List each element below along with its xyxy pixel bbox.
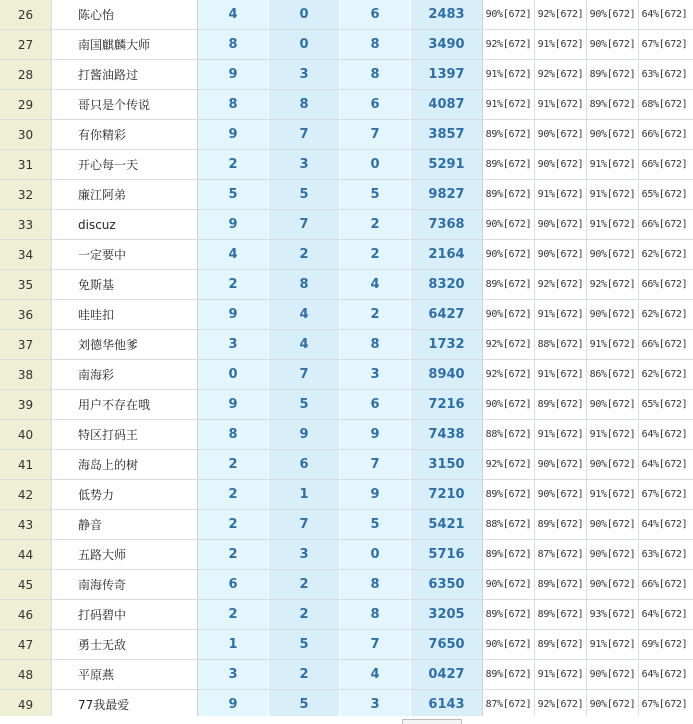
rate-1-cell: 89%[672] <box>483 180 535 209</box>
digit-b-cell: 4 <box>269 300 340 329</box>
rate-4-cell: 64%[672] <box>639 450 690 479</box>
rate-4-cell: 68%[672] <box>639 90 690 119</box>
digit-b-cell: 7 <box>269 360 340 389</box>
username-cell[interactable]: 用户不存在哦 <box>52 390 198 419</box>
digit-b-cell: 5 <box>269 690 340 719</box>
rate-3-cell: 90%[672] <box>587 120 639 149</box>
rate-1-cell: 91%[672] <box>483 60 535 89</box>
table-row <box>0 510 693 540</box>
rate-4-cell: 65%[672] <box>639 390 690 419</box>
digit-a-cell: 2 <box>198 540 269 569</box>
username-cell[interactable]: 静音 <box>52 510 198 539</box>
rate-4-cell: 66%[672] <box>639 570 690 599</box>
digit-b-cell: 6 <box>269 450 340 479</box>
rank-cell: 46 <box>0 600 52 629</box>
username-cell[interactable]: 勇士无敌 <box>52 630 198 659</box>
rate-1-cell: 92%[672] <box>483 360 535 389</box>
score-cell: 7210 <box>411 480 483 509</box>
rate-1-cell: 90%[672] <box>483 0 535 29</box>
digit-a-cell: 0 <box>198 360 269 389</box>
digit-c-cell: 2 <box>340 300 411 329</box>
digit-c-cell: 6 <box>340 0 411 29</box>
rate-4-cell: 66%[672] <box>639 330 690 359</box>
rank-cell: 37 <box>0 330 52 359</box>
rate-3-cell: 90%[672] <box>587 30 639 59</box>
username-cell[interactable]: 免斯基 <box>52 270 198 299</box>
rate-3-cell: 91%[672] <box>587 180 639 209</box>
rate-3-cell: 90%[672] <box>587 660 639 689</box>
username-cell[interactable]: 哥只是个传说 <box>52 90 198 119</box>
rate-1-cell: 89%[672] <box>483 480 535 509</box>
digit-c-cell: 7 <box>340 120 411 149</box>
rate-4-cell: 65%[672] <box>639 180 690 209</box>
rate-2-cell: 90%[672] <box>535 480 587 509</box>
table-row <box>0 420 693 450</box>
rate-3-cell: 90%[672] <box>587 300 639 329</box>
rate-4-cell: 64%[672] <box>639 600 690 629</box>
rank-cell: 42 <box>0 480 52 509</box>
digit-b-cell: 9 <box>269 420 340 449</box>
score-cell: 2483 <box>411 0 483 29</box>
rank-cell: 28 <box>0 60 52 89</box>
rate-1-cell: 90%[672] <box>483 210 535 239</box>
table-row <box>0 330 693 360</box>
rate-4-cell: 64%[672] <box>639 510 690 539</box>
rank-cell: 44 <box>0 540 52 569</box>
rate-2-cell: 91%[672] <box>535 660 587 689</box>
digit-c-cell: 8 <box>340 330 411 359</box>
score-cell: 6350 <box>411 570 483 599</box>
digit-a-cell: 2 <box>198 480 269 509</box>
rank-cell: 36 <box>0 300 52 329</box>
rate-2-cell: 89%[672] <box>535 570 587 599</box>
rate-4-cell: 64%[672] <box>639 660 690 689</box>
rank-cell: 38 <box>0 360 52 389</box>
score-cell: 3490 <box>411 30 483 59</box>
digit-a-cell: 9 <box>198 390 269 419</box>
rank-cell: 41 <box>0 450 52 479</box>
digit-b-cell: 5 <box>269 180 340 209</box>
score-cell: 6427 <box>411 300 483 329</box>
rate-3-cell: 90%[672] <box>587 540 639 569</box>
pagination-area <box>0 716 693 723</box>
digit-b-cell: 3 <box>269 150 340 179</box>
rate-2-cell: 89%[672] <box>535 390 587 419</box>
table-row <box>0 390 693 420</box>
digit-a-cell: 3 <box>198 660 269 689</box>
rate-2-cell: 91%[672] <box>535 180 587 209</box>
rate-2-cell: 90%[672] <box>535 150 587 179</box>
rate-1-cell: 91%[672] <box>483 90 535 119</box>
score-cell: 7650 <box>411 630 483 659</box>
score-cell: 7368 <box>411 210 483 239</box>
rate-2-cell: 89%[672] <box>535 510 587 539</box>
rank-cell: 26 <box>0 0 52 29</box>
score-cell: 1732 <box>411 330 483 359</box>
digit-b-cell: 3 <box>269 60 340 89</box>
rate-4-cell: 62%[672] <box>639 240 690 269</box>
username-cell[interactable]: 刘德华他爹 <box>52 330 198 359</box>
digit-c-cell: 7 <box>340 450 411 479</box>
rank-cell: 45 <box>0 570 52 599</box>
rate-3-cell: 91%[672] <box>587 480 639 509</box>
rate-1-cell: 90%[672] <box>483 390 535 419</box>
rate-1-cell: 90%[672] <box>483 630 535 659</box>
rate-1-cell: 89%[672] <box>483 120 535 149</box>
rate-3-cell: 93%[672] <box>587 600 639 629</box>
rate-4-cell: 62%[672] <box>639 360 690 389</box>
username-cell[interactable]: 低势力 <box>52 480 198 509</box>
digit-c-cell: 5 <box>340 510 411 539</box>
digit-a-cell: 9 <box>198 60 269 89</box>
rate-3-cell: 90%[672] <box>587 510 639 539</box>
digit-b-cell: 4 <box>269 330 340 359</box>
rate-3-cell: 92%[672] <box>587 270 639 299</box>
digit-a-cell: 5 <box>198 180 269 209</box>
digit-a-cell: 9 <box>198 300 269 329</box>
rank-cell: 43 <box>0 510 52 539</box>
rate-3-cell: 91%[672] <box>587 630 639 659</box>
table-row <box>0 240 693 270</box>
digit-c-cell: 8 <box>340 30 411 59</box>
table-row <box>0 30 693 60</box>
rate-2-cell: 89%[672] <box>535 600 587 629</box>
score-cell: 3150 <box>411 450 483 479</box>
rate-3-cell: 91%[672] <box>587 420 639 449</box>
username-cell[interactable]: discuz <box>52 210 198 239</box>
username-cell[interactable]: 南海传奇 <box>52 570 198 599</box>
username-cell[interactable]: 打码碧中 <box>52 600 198 629</box>
rate-4-cell: 66%[672] <box>639 150 690 179</box>
digit-b-cell: 2 <box>269 600 340 629</box>
digit-b-cell: 2 <box>269 570 340 599</box>
rate-1-cell: 88%[672] <box>483 510 535 539</box>
score-cell: 5421 <box>411 510 483 539</box>
username-cell[interactable]: 一定要中 <box>52 240 198 269</box>
rate-1-cell: 89%[672] <box>483 660 535 689</box>
table-row <box>0 360 693 390</box>
rate-2-cell: 91%[672] <box>535 90 587 119</box>
rate-1-cell: 90%[672] <box>483 240 535 269</box>
username-cell[interactable]: 开心每一天 <box>52 150 198 179</box>
digit-a-cell: 8 <box>198 30 269 59</box>
rank-cell: 35 <box>0 270 52 299</box>
username-cell[interactable]: 77我最爱 <box>52 690 198 719</box>
rate-1-cell: 89%[672] <box>483 150 535 179</box>
score-cell: 5291 <box>411 150 483 179</box>
digit-a-cell: 2 <box>198 600 269 629</box>
rate-1-cell: 87%[672] <box>483 690 535 719</box>
rate-2-cell: 91%[672] <box>535 360 587 389</box>
rate-4-cell: 66%[672] <box>639 210 690 239</box>
rate-2-cell: 92%[672] <box>535 690 587 719</box>
pagination-button[interactable] <box>402 719 462 724</box>
table-row <box>0 630 693 660</box>
digit-c-cell: 2 <box>340 210 411 239</box>
digit-c-cell: 7 <box>340 630 411 659</box>
digit-b-cell: 7 <box>269 210 340 239</box>
rank-cell: 34 <box>0 240 52 269</box>
rate-4-cell: 62%[672] <box>639 300 690 329</box>
score-cell: 5716 <box>411 540 483 569</box>
digit-a-cell: 2 <box>198 450 269 479</box>
rate-4-cell: 64%[672] <box>639 420 690 449</box>
rank-cell: 29 <box>0 90 52 119</box>
digit-c-cell: 8 <box>340 60 411 89</box>
digit-c-cell: 2 <box>340 240 411 269</box>
rate-4-cell: 67%[672] <box>639 30 690 59</box>
rank-cell: 31 <box>0 150 52 179</box>
digit-c-cell: 0 <box>340 150 411 179</box>
rank-cell: 30 <box>0 120 52 149</box>
digit-c-cell: 0 <box>340 540 411 569</box>
score-cell: 0427 <box>411 660 483 689</box>
rank-cell: 48 <box>0 660 52 689</box>
username-cell[interactable]: 廉江阿弟 <box>52 180 198 209</box>
rank-cell: 47 <box>0 630 52 659</box>
table-row <box>0 60 693 90</box>
username-cell[interactable]: 有你精彩 <box>52 120 198 149</box>
rate-4-cell: 66%[672] <box>639 270 690 299</box>
rate-2-cell: 92%[672] <box>535 270 587 299</box>
rate-2-cell: 89%[672] <box>535 630 587 659</box>
digit-b-cell: 0 <box>269 0 340 29</box>
rate-1-cell: 90%[672] <box>483 300 535 329</box>
rate-1-cell: 92%[672] <box>483 330 535 359</box>
score-cell: 7216 <box>411 390 483 419</box>
rate-4-cell: 64%[672] <box>639 0 690 29</box>
digit-b-cell: 2 <box>269 240 340 269</box>
score-cell: 4087 <box>411 90 483 119</box>
rate-1-cell: 90%[672] <box>483 570 535 599</box>
rate-3-cell: 91%[672] <box>587 210 639 239</box>
rate-2-cell: 92%[672] <box>535 0 587 29</box>
rate-1-cell: 89%[672] <box>483 540 535 569</box>
rate-4-cell: 67%[672] <box>639 480 690 509</box>
table-row <box>0 300 693 330</box>
digit-c-cell: 3 <box>340 360 411 389</box>
digit-b-cell: 7 <box>269 510 340 539</box>
score-cell: 3857 <box>411 120 483 149</box>
rate-3-cell: 90%[672] <box>587 0 639 29</box>
rank-cell: 33 <box>0 210 52 239</box>
rate-4-cell: 63%[672] <box>639 540 690 569</box>
digit-c-cell: 4 <box>340 270 411 299</box>
table-row <box>0 660 693 690</box>
score-cell: 9827 <box>411 180 483 209</box>
rate-3-cell: 90%[672] <box>587 450 639 479</box>
rate-3-cell: 90%[672] <box>587 690 639 719</box>
rate-2-cell: 87%[672] <box>535 540 587 569</box>
table-row <box>0 270 693 300</box>
digit-a-cell: 8 <box>198 90 269 119</box>
rank-cell: 32 <box>0 180 52 209</box>
username-cell[interactable]: 陈心怡 <box>52 0 198 29</box>
digit-c-cell: 4 <box>340 660 411 689</box>
rate-3-cell: 91%[672] <box>587 150 639 179</box>
rate-4-cell: 66%[672] <box>639 120 690 149</box>
username-cell[interactable]: 哇哇扣 <box>52 300 198 329</box>
digit-a-cell: 3 <box>198 330 269 359</box>
rate-4-cell: 63%[672] <box>639 60 690 89</box>
rate-2-cell: 90%[672] <box>535 450 587 479</box>
digit-a-cell: 4 <box>198 0 269 29</box>
table-row <box>0 450 693 480</box>
table-row <box>0 570 693 600</box>
digit-b-cell: 5 <box>269 390 340 419</box>
rate-3-cell: 90%[672] <box>587 570 639 599</box>
digit-c-cell: 8 <box>340 570 411 599</box>
rate-1-cell: 92%[672] <box>483 450 535 479</box>
digit-c-cell: 9 <box>340 420 411 449</box>
username-cell[interactable]: 南海彩 <box>52 360 198 389</box>
digit-b-cell: 1 <box>269 480 340 509</box>
rate-2-cell: 91%[672] <box>535 420 587 449</box>
table-row <box>0 90 693 120</box>
rate-4-cell: 67%[672] <box>639 690 690 719</box>
digit-c-cell: 8 <box>340 600 411 629</box>
table-row <box>0 210 693 240</box>
digit-c-cell: 6 <box>340 90 411 119</box>
table-row <box>0 540 693 570</box>
rate-3-cell: 90%[672] <box>587 240 639 269</box>
digit-c-cell: 5 <box>340 180 411 209</box>
rate-3-cell: 89%[672] <box>587 90 639 119</box>
table-row <box>0 180 693 210</box>
digit-a-cell: 1 <box>198 630 269 659</box>
digit-a-cell: 9 <box>198 120 269 149</box>
rank-cell: 39 <box>0 390 52 419</box>
rank-cell: 27 <box>0 30 52 59</box>
table-row <box>0 150 693 180</box>
digit-a-cell: 9 <box>198 690 269 719</box>
digit-c-cell: 9 <box>340 480 411 509</box>
score-cell: 7438 <box>411 420 483 449</box>
digit-b-cell: 8 <box>269 90 340 119</box>
digit-a-cell: 2 <box>198 270 269 299</box>
rate-2-cell: 91%[672] <box>535 30 587 59</box>
score-cell: 8320 <box>411 270 483 299</box>
rate-2-cell: 92%[672] <box>535 60 587 89</box>
rate-3-cell: 89%[672] <box>587 60 639 89</box>
username-cell[interactable]: 南国麒麟大师 <box>52 30 198 59</box>
username-cell[interactable]: 打酱油路过 <box>52 60 198 89</box>
username-cell[interactable]: 特区打码王 <box>52 420 198 449</box>
digit-b-cell: 8 <box>269 270 340 299</box>
score-cell: 1397 <box>411 60 483 89</box>
digit-a-cell: 9 <box>198 210 269 239</box>
digit-b-cell: 0 <box>269 30 340 59</box>
rate-3-cell: 86%[672] <box>587 360 639 389</box>
digit-a-cell: 6 <box>198 570 269 599</box>
digit-c-cell: 3 <box>340 690 411 719</box>
score-cell: 2164 <box>411 240 483 269</box>
digit-a-cell: 2 <box>198 150 269 179</box>
rate-3-cell: 91%[672] <box>587 330 639 359</box>
username-cell[interactable]: 五路大师 <box>52 540 198 569</box>
digit-b-cell: 3 <box>269 540 340 569</box>
rate-2-cell: 88%[672] <box>535 330 587 359</box>
rate-2-cell: 91%[672] <box>535 300 587 329</box>
digit-a-cell: 4 <box>198 240 269 269</box>
rate-3-cell: 90%[672] <box>587 390 639 419</box>
rank-cell: 40 <box>0 420 52 449</box>
rate-2-cell: 90%[672] <box>535 210 587 239</box>
digit-b-cell: 7 <box>269 120 340 149</box>
score-cell: 3205 <box>411 600 483 629</box>
rate-1-cell: 89%[672] <box>483 600 535 629</box>
rate-2-cell: 90%[672] <box>535 240 587 269</box>
score-cell: 8940 <box>411 360 483 389</box>
rate-1-cell: 89%[672] <box>483 270 535 299</box>
score-cell: 6143 <box>411 690 483 719</box>
rate-4-cell: 69%[672] <box>639 630 690 659</box>
digit-b-cell: 2 <box>269 660 340 689</box>
rate-1-cell: 92%[672] <box>483 30 535 59</box>
username-cell[interactable]: 海岛上的树 <box>52 450 198 479</box>
digit-a-cell: 2 <box>198 510 269 539</box>
table-row <box>0 600 693 630</box>
digit-a-cell: 8 <box>198 420 269 449</box>
table-row <box>0 0 693 30</box>
digit-c-cell: 6 <box>340 390 411 419</box>
table-row <box>0 480 693 510</box>
rank-cell: 49 <box>0 690 52 719</box>
rate-1-cell: 88%[672] <box>483 420 535 449</box>
rate-2-cell: 90%[672] <box>535 120 587 149</box>
username-cell[interactable]: 平原燕 <box>52 660 198 689</box>
digit-b-cell: 5 <box>269 630 340 659</box>
table-row <box>0 120 693 150</box>
